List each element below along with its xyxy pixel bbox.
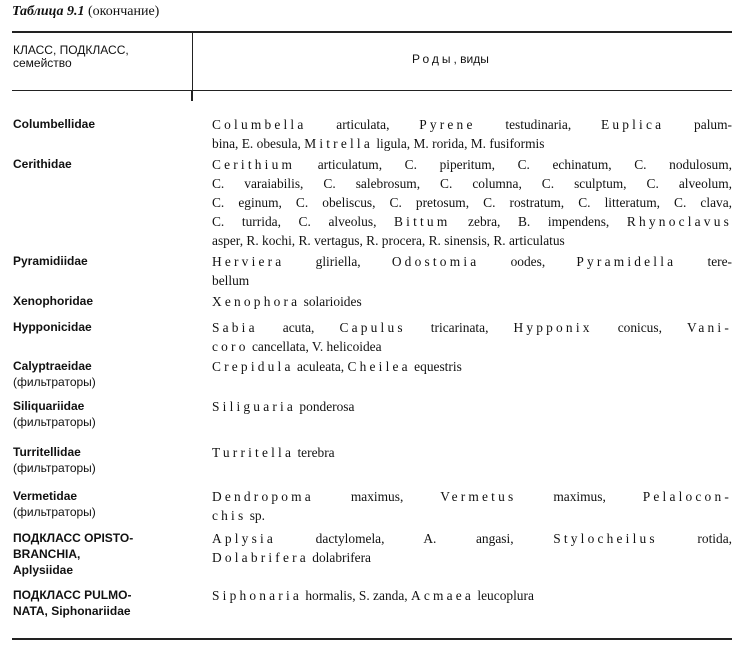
species-line (212, 529, 732, 548)
species-text: zebra, B. impendens, (450, 214, 627, 229)
species-list (212, 115, 732, 153)
genus-name: Siliguaria (212, 399, 297, 414)
species-text: sp. (246, 508, 265, 523)
caption-note: (окончание) (87, 4, 160, 19)
species-line (212, 231, 732, 250)
species-text: maximus, (516, 489, 643, 504)
genus-name: Herviera (212, 254, 285, 269)
species-text: ligula, M. rorida, M. fusiformis (372, 136, 545, 151)
species-text: ponderosa (296, 399, 355, 414)
species-text: rotida, (657, 531, 733, 546)
species-text: asper, R. kochi, R. vertagus, R. procera, R. sinensis, R. articulatus (212, 233, 565, 248)
header-class-line2: семейство (13, 56, 72, 70)
genus-name: Acmaea (410, 588, 475, 603)
species-line (212, 174, 732, 193)
species-line (212, 115, 732, 134)
species-text: cancellata, V. helicoidea (248, 339, 382, 354)
header-genera-column (412, 52, 489, 66)
taxon-name-line: Turritellidae (13, 445, 81, 459)
species-list (212, 487, 732, 525)
species-text: C. varaiabilis, C. salebrosum, C. columna, C. sculptum, C. alveolum, (212, 176, 732, 191)
top-rule (12, 31, 732, 33)
species-text: articulata, (306, 117, 420, 132)
genus-name: Pelalocon- (642, 489, 732, 504)
taxon-name-line: Calyptraeidae (13, 359, 92, 373)
taxon-name-line: Pyramidiidae (13, 254, 88, 268)
genus-name: Pyramidella (576, 254, 677, 269)
species-list (212, 292, 732, 311)
genus-name: Siphonaria (212, 588, 303, 603)
species-list (212, 529, 732, 567)
header-species-word: , виды (453, 52, 489, 66)
genus-name: Rhynoclavus (626, 214, 732, 229)
species-line (212, 506, 732, 525)
species-text: palum- (664, 117, 732, 132)
species-list (212, 155, 732, 250)
species-text: conicus, (592, 320, 687, 335)
header-rule (12, 90, 732, 91)
divider-tick (191, 91, 193, 101)
taxon-name-line: Aplysiidae (13, 563, 74, 577)
genus-name: Vani- (687, 320, 733, 335)
genus-name: Sabia (212, 320, 258, 335)
genus-name: Aplysia (212, 531, 277, 546)
header-class-column (13, 44, 191, 70)
taxon-name-line: Columbellidae (13, 117, 96, 131)
taxon-name (13, 319, 198, 335)
species-text: maximus, (313, 489, 441, 504)
taxon-name-line: NATA, Siphonariidae (13, 604, 131, 618)
species-line (212, 271, 732, 290)
taxon-name (13, 488, 198, 520)
species-text: leucoplura (474, 588, 534, 603)
species-line (212, 193, 732, 212)
taxon-name-line: Vermetidae (13, 489, 78, 503)
species-line (212, 443, 732, 462)
species-text: C. eginum, C. obeliscus, C. pretosum, C. rostratum, C. litteratum, C. clava, (212, 195, 732, 210)
species-list (212, 252, 732, 290)
species-text: articulatum, C. piperitum, C. echinatum, C. nodulosum, (295, 157, 732, 172)
species-text: C. turrida, C. alveolus, (212, 214, 395, 229)
bottom-rule (12, 638, 732, 640)
taxon-name-line: ПОДКЛАСС PULMO- (13, 588, 132, 602)
species-text: dactylomela, A. angasi, (276, 531, 554, 546)
taxon-note: (фильтраторы) (13, 375, 96, 389)
species-text: tricarinata, (405, 320, 514, 335)
species-line (212, 397, 732, 416)
header-column-divider (192, 33, 193, 90)
genus-name: Pyrene (419, 117, 476, 132)
species-line (212, 548, 732, 567)
taxon-name-line: BRANCHIA, (13, 547, 81, 561)
taxon-name (13, 587, 198, 619)
taxon-note: (фильтраторы) (13, 505, 96, 519)
species-list (212, 397, 732, 416)
taxon-name (13, 116, 198, 132)
species-line (212, 212, 732, 231)
taxon-name-line: ПОДКЛАСС OPISTO- (13, 531, 134, 545)
taxon-name (13, 293, 198, 309)
species-line (212, 487, 732, 506)
taxon-name (13, 398, 198, 430)
species-text: acuta, (257, 320, 340, 335)
genus-name: Crepidula (212, 359, 294, 374)
species-text: gliriella, (284, 254, 392, 269)
species-line (212, 292, 732, 311)
species-line (212, 357, 732, 376)
species-text: dolabrifera (308, 550, 372, 565)
taxon-name (13, 156, 198, 172)
species-text: testudinaria, (475, 117, 601, 132)
table-caption (12, 4, 159, 20)
taxon-name-line: Siliquariidae (13, 399, 85, 413)
species-text: oodes, (479, 254, 577, 269)
species-text: equestris (410, 359, 462, 374)
species-line (212, 586, 732, 605)
species-text: tere- (676, 254, 732, 269)
species-line (212, 318, 732, 337)
species-list (212, 443, 732, 462)
taxon-note: (фильтраторы) (13, 461, 96, 475)
taxon-name (13, 444, 198, 476)
genus-name: Turritella (212, 445, 295, 460)
genus-name: chis (212, 508, 247, 523)
species-line (212, 155, 732, 174)
genus-name: Vermetus (440, 489, 517, 504)
genus-name: Columbella (212, 117, 307, 132)
header-genera-word: Роды (412, 52, 454, 66)
genus-name: Odostomia (391, 254, 480, 269)
genus-name: Dolabrifera (212, 550, 309, 565)
species-text: terebra (294, 445, 335, 460)
species-text: aculeata, (293, 359, 348, 374)
genus-name: Stylocheilus (553, 531, 658, 546)
species-text: hormalis, S. zanda, (302, 588, 411, 603)
species-text: solarioides (300, 294, 362, 309)
genus-name: Dendropoma (212, 489, 314, 504)
taxon-name (13, 358, 198, 390)
genus-name: Euplica (600, 117, 665, 132)
taxon-name (13, 530, 198, 578)
species-line (212, 337, 732, 356)
species-line (212, 134, 732, 153)
species-text: bina, E. obesula, (212, 136, 305, 151)
species-list (212, 318, 732, 356)
species-text: bellum (212, 273, 250, 288)
genus-name: Cerithium (212, 157, 296, 172)
genus-name: Capulus (339, 320, 406, 335)
header-class-line1: КЛАСС, ПОДКЛАСС, (13, 43, 129, 57)
species-list (212, 357, 732, 376)
genus-name: Mitrella (304, 136, 373, 151)
taxon-note: (фильтраторы) (13, 415, 96, 429)
genus-name: coro (212, 339, 249, 354)
taxon-name (13, 253, 198, 269)
species-list (212, 586, 732, 605)
genus-name: Bittum (394, 214, 451, 229)
genus-name: Hypponix (513, 320, 593, 335)
taxon-name-line: Hypponicidae (13, 320, 92, 334)
caption-label: Таблица 9.1 (12, 4, 85, 19)
genus-name: Xenophora (212, 294, 301, 309)
taxon-name-line: Xenophoridae (13, 294, 94, 308)
genus-name: Cheilea (347, 359, 411, 374)
taxon-name-line: Cerithidae (13, 157, 72, 171)
species-line (212, 252, 732, 271)
